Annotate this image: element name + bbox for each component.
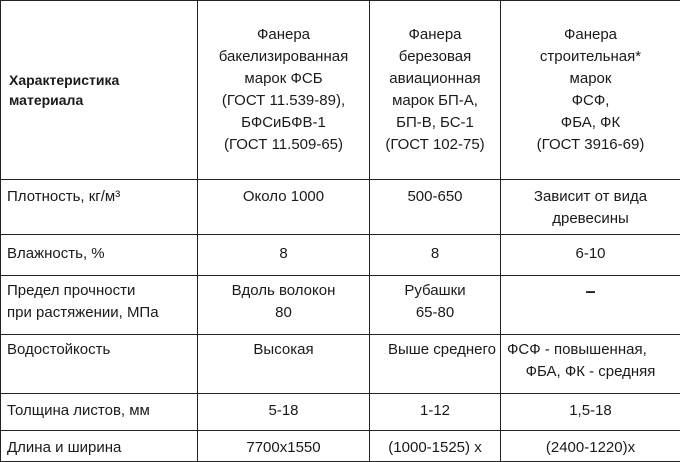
- cell-value: Вдоль волокон 80: [198, 276, 370, 335]
- cell-value: 8: [370, 235, 501, 276]
- header-bakelite-plywood: Фанера бакелизированная марок ФСБ (ГОСТ 11.539-89), БФСиБФВ-1 (ГОСТ 11.509-65): [198, 1, 370, 180]
- cell-value: (2400-1220)х: [501, 431, 680, 462]
- table-row-thickness: [1, 394, 680, 431]
- table-row-humidity: [1, 235, 680, 276]
- cell-value: Рубашки 65-80: [370, 276, 501, 335]
- dash-mark: –: [585, 281, 595, 301]
- table-row-density: [1, 180, 680, 235]
- header-construction-plywood: Фанера строительная* марок ФСФ, ФБА, ФК (ГОСТ 3916-69): [501, 1, 680, 180]
- row-label: Водостойкость: [1, 335, 198, 394]
- cell-value: 6-10: [501, 235, 680, 276]
- cell-value: Около 1000: [198, 180, 370, 235]
- cell-value: 1-12: [370, 394, 501, 431]
- cell-value: 5-18: [198, 394, 370, 431]
- table-row-length-width: [1, 431, 680, 462]
- cell-value: 8: [198, 235, 370, 276]
- cell-value: Выше среднего: [370, 335, 501, 394]
- row-label: Плотность, кг/м³: [1, 180, 198, 235]
- row-label: Предел прочности при растяжении, МПа: [1, 276, 198, 335]
- header-aviation-plywood: Фанера березовая авиационная марок БП-А, БП-В, БС-1 (ГОСТ 102-75): [370, 1, 501, 180]
- table-row-water-resistance: [1, 335, 680, 394]
- header-characteristic: Характеристика материала: [1, 1, 198, 180]
- cell-value: 500-650: [370, 180, 501, 235]
- cell-value: Высокая: [198, 335, 370, 394]
- cell-value: 1,5-18: [501, 394, 680, 431]
- row-label: Влажность, %: [1, 235, 198, 276]
- table-row-tensile-strength: [1, 276, 680, 335]
- cell-value: [501, 276, 680, 335]
- cell-value: 7700х1550: [198, 431, 370, 462]
- row-label: Толщина листов, мм: [1, 394, 198, 431]
- cell-value: (1000-1525) х: [370, 431, 501, 462]
- cell-value: ФСФ - повышенная, ФБА, ФК - средняя: [501, 335, 680, 394]
- row-label: Длина и ширина: [1, 431, 198, 462]
- header-row: [1, 1, 680, 180]
- cell-value: Зависит от вида древесины: [501, 180, 680, 235]
